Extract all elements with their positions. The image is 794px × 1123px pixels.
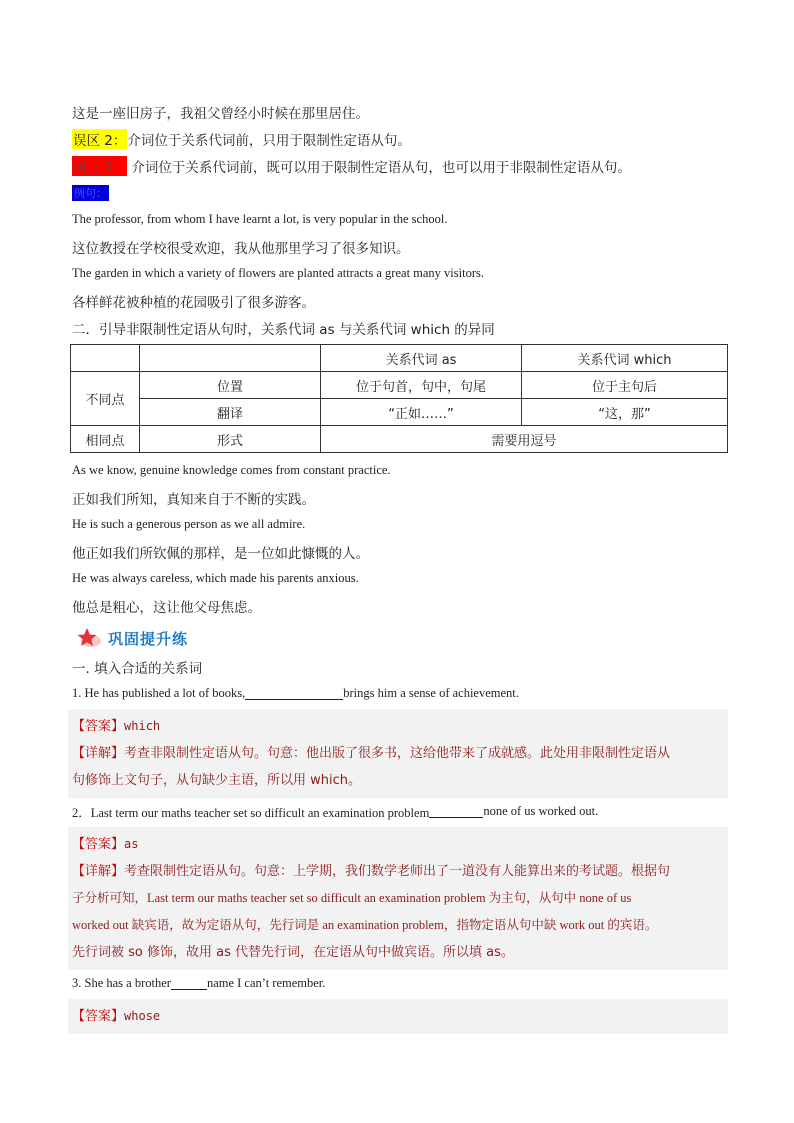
question-2 xyxy=(72,798,728,825)
question-3-post: name I can’t remember. xyxy=(206,976,326,990)
answer-line xyxy=(72,831,724,858)
diff-label-cell: 不同点 xyxy=(71,372,140,426)
section-2-title: 二．引导非限制性定语从句时，关系代词 as 与关系代词 which 的异同 xyxy=(72,321,495,338)
detail-text: 考查非限制性定语从句。句意：他出版了很多书，这给他带来了成就感。此处用非限制性定语从 xyxy=(124,746,671,761)
answer-tag: 【答案】 xyxy=(72,1009,125,1024)
answer-value: as xyxy=(124,837,139,851)
detail-text: 句修饰上文句子，从句缺少主语，所以用 which。 xyxy=(72,773,362,788)
mistake-2-tag: 误区 2： xyxy=(72,129,127,149)
answer-box-1 xyxy=(68,709,728,798)
example-tag: 例句： xyxy=(74,186,107,200)
answer-value: whose xyxy=(124,1009,161,1023)
example2-2-cn: 他正如我们所钦佩的那样，是一位如此慷慨的人。 xyxy=(72,545,369,562)
example2-2-en-row xyxy=(72,511,728,538)
table-cell: 位于句首，句中，句尾 xyxy=(321,372,522,399)
answer-blank[interactable] xyxy=(429,805,483,818)
question-1 xyxy=(72,680,728,707)
practice-subtitle: 一. 填入合适的关系词 xyxy=(72,660,203,677)
practice-sub-row xyxy=(72,653,728,680)
detail-text: 先行词被 so 修饰，故用 as 代替先行词，在定语从句中做宾语。所以填 as。 xyxy=(72,945,514,960)
detail-text: 考查限制性定语从句。句意：上学期，我们数学老师出了一道没有人能算出来的考试题。根据句 xyxy=(124,864,671,879)
example-1-en: The professor, from whom I have learnt a lot, is very popular in the school. xyxy=(72,212,448,226)
practice-section-header xyxy=(72,623,728,653)
question-3-pre: 3. She has a brother xyxy=(72,976,171,990)
answer-box-3 xyxy=(68,999,728,1034)
detail-tag: 【详解】 xyxy=(72,864,125,879)
table-row xyxy=(71,399,728,426)
answer-value: which xyxy=(124,719,161,733)
example2-2-en: He is such a generous person as we all admire. xyxy=(72,517,306,531)
detail-text: worked out 缺宾语，故为定语从句，先行词是 an examination problem，指物定语从句中缺 work out 的宾语。 xyxy=(72,918,658,932)
table-cell: “这，那” xyxy=(522,399,728,426)
detail-line xyxy=(72,912,724,939)
comparison-table xyxy=(70,344,728,453)
answer-blank[interactable] xyxy=(171,977,207,990)
detail-line xyxy=(72,767,724,794)
example2-1-en: As we know, genuine knowledge comes from constant practice. xyxy=(72,463,391,477)
answer-tag: 【答案】 xyxy=(72,837,125,852)
question-1-pre: 1. He has published a lot of books, xyxy=(72,686,246,700)
example2-3-cn-row xyxy=(72,592,728,619)
table-cell: 位于主句后 xyxy=(522,372,728,399)
practice-title: 巩固提升练 xyxy=(108,629,189,648)
answer-box-2 xyxy=(68,827,728,970)
table-header-cell xyxy=(140,345,321,372)
question-2-pre: 2．Last term our maths teacher set so difficult an examination problem xyxy=(72,805,430,820)
table-cell: 需要用逗号 xyxy=(321,426,728,453)
table-cell: “正如……” xyxy=(321,399,522,426)
example2-1-cn-row xyxy=(72,484,728,511)
table-header-cell: 关系代词 which xyxy=(522,345,728,372)
example-2-cn-row xyxy=(72,287,728,314)
example-1-cn-row xyxy=(72,233,728,260)
table-row xyxy=(71,426,728,453)
answer-line xyxy=(72,1003,724,1030)
question-1-post: brings him a sense of achievement. xyxy=(343,686,519,700)
example-2-cn: 各样鲜花被种植的花园吸引了很多游客。 xyxy=(72,294,315,311)
example2-2-cn-row xyxy=(72,538,728,565)
answer-line xyxy=(72,713,724,740)
example2-3-en: He was always careless, which made his parents anxious. xyxy=(72,571,359,585)
example-1-en-row xyxy=(72,206,728,233)
table-header-cell: 关系代词 as xyxy=(321,345,522,372)
mistake-2 xyxy=(72,125,728,152)
detail-line xyxy=(72,740,724,767)
mistake-2-text: 介词位于关系代词前，只用于限制性定语从句。 xyxy=(127,132,411,149)
example2-1-en-row xyxy=(72,457,728,484)
example-2-en: The garden in which a variety of flowers are planted attracts a great many visitors. xyxy=(72,266,484,280)
question-2-post: none of us worked out. xyxy=(483,804,599,818)
answer-blank[interactable] xyxy=(245,687,343,700)
intro-line xyxy=(72,98,728,125)
example-tag-row xyxy=(72,179,728,206)
detail-text: 子分析可知，Last term our maths teacher set so difficult an examination problem 为主句，从句中 none of us xyxy=(72,891,632,905)
detail-line xyxy=(72,885,724,912)
star-icon xyxy=(76,627,102,649)
correct-2-tag: 纠正 2： xyxy=(72,156,127,176)
detail-line xyxy=(72,858,724,885)
example-1-cn: 这位教授在学校很受欢迎，我从他那里学习了很多知识。 xyxy=(72,240,410,257)
section-2-title-row xyxy=(72,314,728,341)
correct-2-text: 介词位于关系代词前，既可以用于限制性定语从句，也可以用于非限制性定语从句。 xyxy=(131,159,631,176)
table-header-row xyxy=(71,345,728,372)
question-3 xyxy=(72,970,728,997)
table-cell: 形式 xyxy=(140,426,321,453)
example2-1-cn: 正如我们所知，真知来自于不断的实践。 xyxy=(72,491,315,508)
document-page xyxy=(72,98,728,1034)
detail-tag: 【详解】 xyxy=(72,746,125,761)
table-header-cell xyxy=(71,345,140,372)
table-cell: 翻译 xyxy=(140,399,321,426)
example2-3-cn: 他总是粗心，这让他父母焦虑。 xyxy=(72,599,261,616)
answer-tag: 【答案】 xyxy=(72,719,125,734)
correct-2 xyxy=(72,152,728,179)
intro-cn: 这是一座旧房子，我祖父曾经小时候在那里居住。 xyxy=(72,105,369,122)
same-label-cell: 相同点 xyxy=(71,426,140,453)
example-2-en-row xyxy=(72,260,728,287)
detail-line xyxy=(72,939,724,966)
table-row xyxy=(71,372,728,399)
example2-3-en-row xyxy=(72,565,728,592)
table-cell: 位置 xyxy=(140,372,321,399)
